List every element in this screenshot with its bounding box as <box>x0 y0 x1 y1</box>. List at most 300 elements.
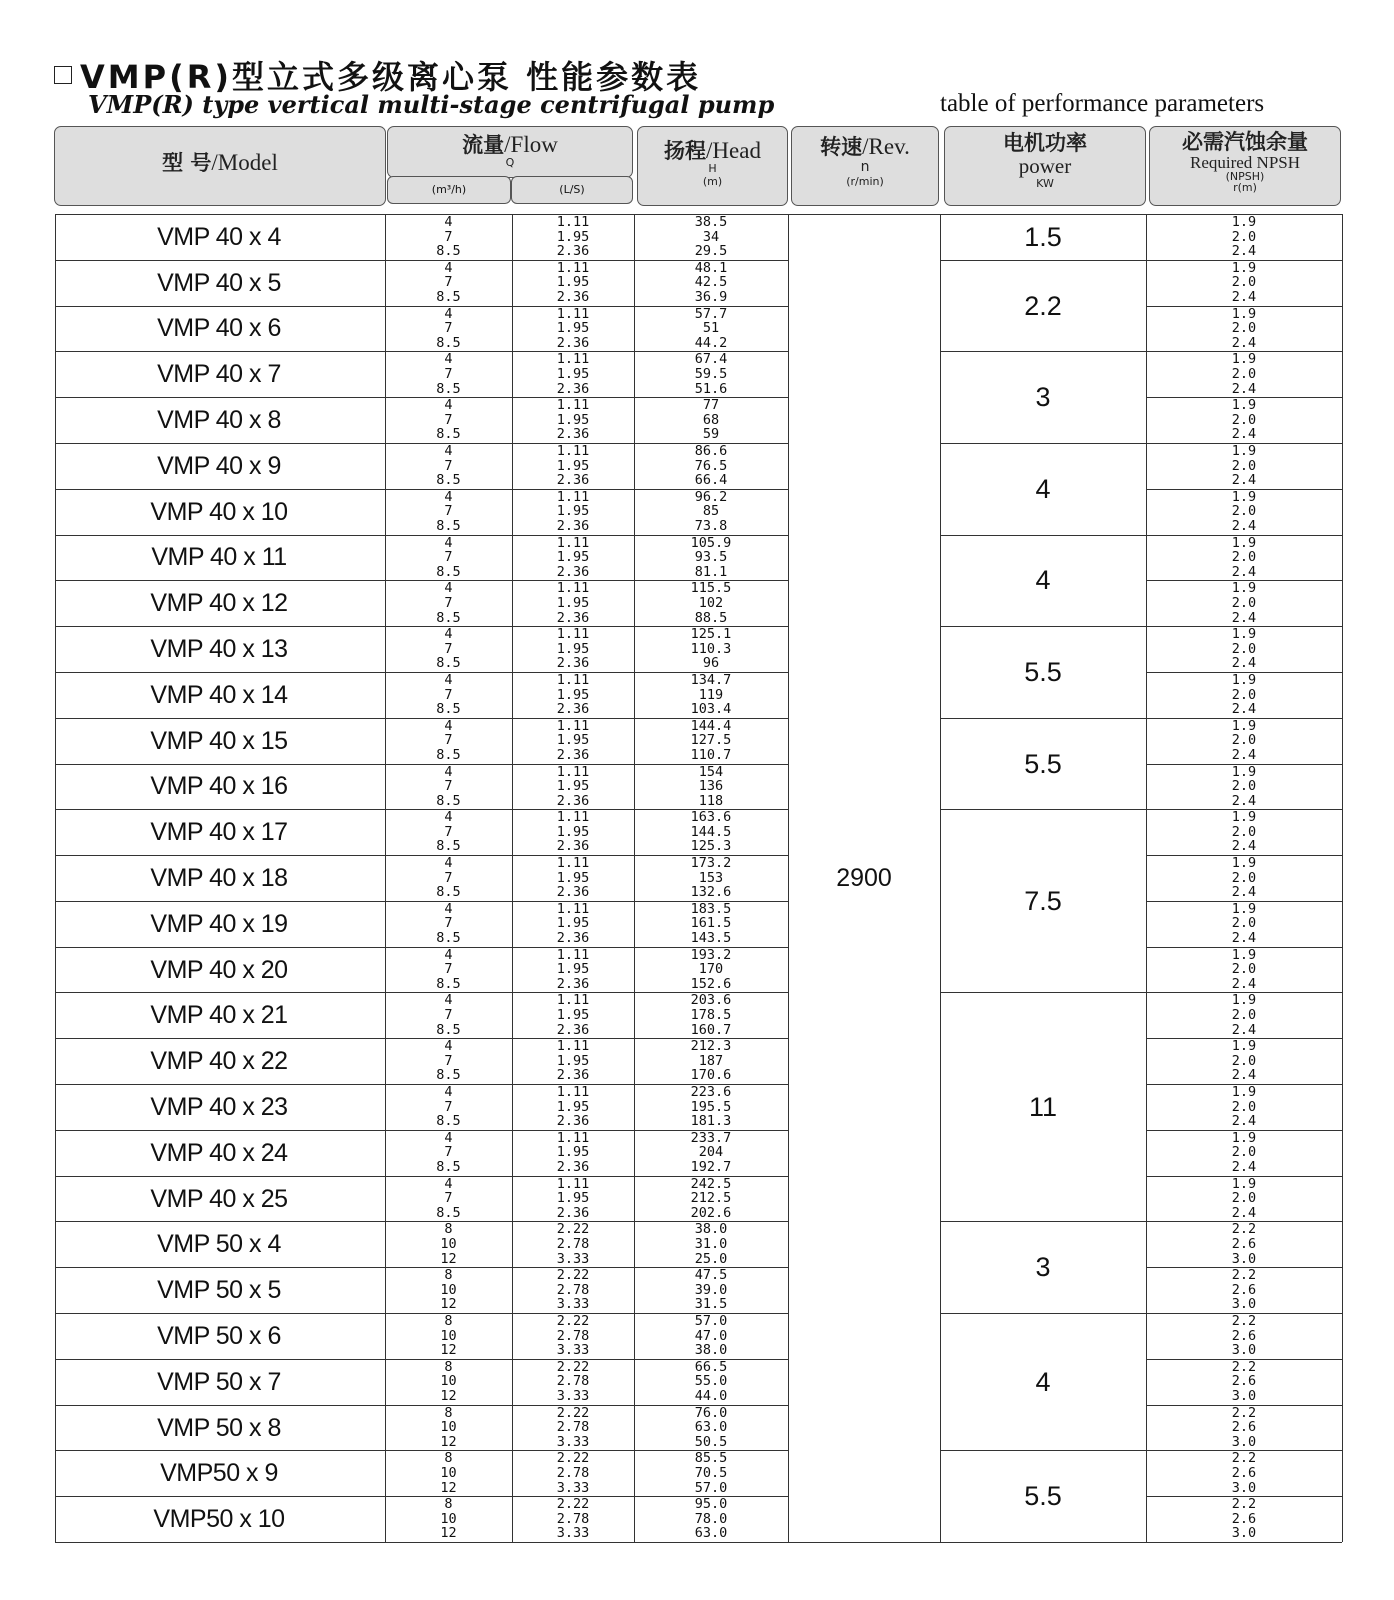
npsh-cell-value: 2.4 <box>1231 838 1257 855</box>
flow-ls-cell-value: 1.95 <box>556 411 590 428</box>
flow-ls-cell-value: 1.11 <box>556 809 590 826</box>
npsh-cell-value: 2.6 <box>1231 1510 1257 1527</box>
flow-m3h-cell-value: 4 <box>444 442 453 459</box>
flow-ls-cell-value: 1.11 <box>556 626 590 643</box>
npsh-cell <box>1146 993 1342 1038</box>
head-cell-value: 57.7 <box>694 305 728 322</box>
header-flow-unit-m3h: (m³/h) <box>387 176 511 204</box>
head-cell-value: 31.0 <box>694 1236 728 1253</box>
head-cell-value: 57.0 <box>694 1479 728 1496</box>
flow-m3h-cell-value: 7 <box>444 732 453 749</box>
flow-m3h-cell-value: 7 <box>444 228 453 245</box>
head-cell-value: 95.0 <box>694 1496 728 1513</box>
flow-m3h-cell-value: 4 <box>444 671 453 688</box>
head-cell-value: 160.7 <box>690 1021 732 1038</box>
head-cell-value: 63.0 <box>694 1525 728 1542</box>
head-cell-value: 31.5 <box>694 1296 728 1313</box>
flow-m3h-cell <box>385 1314 512 1359</box>
head-cell-value: 170.6 <box>690 1067 732 1084</box>
flow-ls-cell <box>512 627 634 672</box>
table-border-bottom <box>55 1542 1342 1543</box>
flow-m3h-cell-value: 10 <box>440 1373 457 1390</box>
flow-ls-cell <box>512 536 634 581</box>
head-cell-value: 63.0 <box>694 1419 728 1436</box>
npsh-cell <box>1146 1085 1342 1130</box>
flow-ls-cell <box>512 948 634 993</box>
npsh-cell-value: 1.9 <box>1231 488 1257 505</box>
head-cell-value: 115.5 <box>690 580 732 597</box>
npsh-cell-value: 1.9 <box>1231 671 1257 688</box>
npsh-cell-value: 2.0 <box>1231 732 1257 749</box>
npsh-cell-value: 2.0 <box>1231 457 1257 474</box>
npsh-cell <box>1146 1039 1342 1084</box>
flow-ls-cell-value: 1.95 <box>556 503 590 520</box>
flow-m3h-cell-value: 12 <box>440 1525 457 1542</box>
npsh-cell <box>1146 1177 1342 1222</box>
head-cell-value: 242.5 <box>690 1175 732 1192</box>
flow-ls-cell-value: 2.22 <box>556 1404 590 1421</box>
flow-m3h-cell-value: 4 <box>444 351 453 368</box>
flow-m3h-cell-value: 8.5 <box>436 1204 461 1221</box>
flow-m3h-cell-value: 8.5 <box>436 1113 461 1130</box>
npsh-cell-value: 2.4 <box>1231 975 1257 992</box>
header-head: 扬程/Head H (m) <box>637 126 788 206</box>
flow-ls-cell-value: 1.95 <box>556 594 590 611</box>
npsh-cell-value: 1.9 <box>1231 442 1257 459</box>
flow-m3h-cell <box>385 1131 512 1176</box>
npsh-cell-value: 2.0 <box>1231 686 1257 703</box>
flow-m3h-cell-value: 7 <box>444 365 453 382</box>
flow-m3h-cell-value: 8.5 <box>436 1067 461 1084</box>
flow-ls-cell-value: 2.78 <box>556 1236 590 1253</box>
head-cell <box>634 902 788 947</box>
flow-ls-cell <box>512 810 634 855</box>
flow-m3h-cell-value: 4 <box>444 488 453 505</box>
flow-m3h-cell-value: 4 <box>444 855 453 872</box>
flow-ls-cell <box>512 902 634 947</box>
flow-ls-cell <box>512 719 634 764</box>
head-cell-value: 76.0 <box>694 1404 728 1421</box>
flow-m3h-cell <box>385 1497 512 1542</box>
flow-m3h-cell-value: 7 <box>444 274 453 291</box>
npsh-cell-value: 1.9 <box>1231 717 1257 734</box>
flow-m3h-cell-value: 7 <box>444 915 453 932</box>
flow-m3h-cell <box>385 1085 512 1130</box>
power-group-divider <box>940 809 1146 810</box>
power-group-divider <box>940 351 1146 352</box>
flow-ls-cell-value: 2.36 <box>556 1204 590 1221</box>
power-value: 4 <box>1035 473 1051 504</box>
head-cell-value: 47.5 <box>694 1267 728 1284</box>
flow-m3h-cell <box>385 215 512 260</box>
flow-m3h-cell <box>385 627 512 672</box>
flow-ls-cell <box>512 1314 634 1359</box>
npsh-cell <box>1146 398 1342 443</box>
flow-ls-cell-value: 1.95 <box>556 869 590 886</box>
flow-m3h-cell <box>385 902 512 947</box>
flow-ls-cell <box>512 1268 634 1313</box>
npsh-cell-value: 2.2 <box>1231 1404 1257 1421</box>
flow-m3h-cell-value: 12 <box>440 1479 457 1496</box>
head-cell <box>634 581 788 626</box>
flow-ls-cell-value: 2.22 <box>556 1267 590 1284</box>
flow-m3h-cell-value: 8.5 <box>436 792 461 809</box>
npsh-cell-value: 2.4 <box>1231 1159 1257 1176</box>
npsh-cell <box>1146 627 1342 672</box>
npsh-cell-value: 1.9 <box>1231 214 1257 230</box>
header-npsh: 必需汽蚀余量 Required NPSH (NPSH) r(m) <box>1149 126 1341 206</box>
flow-ls-cell-value: 1.11 <box>556 900 590 917</box>
flow-ls-cell-value: 2.22 <box>556 1450 590 1467</box>
npsh-cell-value: 2.2 <box>1231 1221 1257 1238</box>
npsh-cell-value: 2.2 <box>1231 1450 1257 1467</box>
npsh-cell-value: 1.9 <box>1231 397 1257 414</box>
head-cell-value: 57.0 <box>694 1313 728 1330</box>
flow-m3h-cell <box>385 490 512 535</box>
head-cell-value: 55.0 <box>694 1373 728 1390</box>
flow-ls-cell <box>512 215 634 260</box>
head-cell-value: 85.5 <box>694 1450 728 1467</box>
flow-m3h-cell-value: 8.5 <box>436 701 461 718</box>
flow-ls-cell-value: 2.22 <box>556 1496 590 1513</box>
npsh-cell <box>1146 581 1342 626</box>
head-cell-value: 125.1 <box>690 626 732 643</box>
flow-m3h-cell <box>385 1451 512 1496</box>
npsh-cell-value: 2.0 <box>1231 869 1257 886</box>
flow-m3h-cell-value: 8.5 <box>436 655 461 672</box>
flow-m3h-cell <box>385 1177 512 1222</box>
head-cell-value: 132.6 <box>690 884 732 901</box>
flow-m3h-cell <box>385 856 512 901</box>
npsh-cell-value: 3.0 <box>1231 1296 1257 1313</box>
flow-m3h-cell-value: 7 <box>444 1144 453 1161</box>
npsh-cell <box>1146 215 1342 260</box>
npsh-cell-value: 2.4 <box>1231 1067 1257 1084</box>
flow-m3h-cell-value: 10 <box>440 1327 457 1344</box>
flow-m3h-cell-value: 8 <box>444 1404 453 1421</box>
flow-m3h-cell-value: 12 <box>440 1433 457 1450</box>
model-name: VMP 40 x 14 <box>150 680 288 709</box>
power-value: 11 <box>1028 1091 1058 1122</box>
flow-m3h-cell-value: 4 <box>444 626 453 643</box>
flow-ls-cell-value: 2.22 <box>556 1221 590 1238</box>
flow-ls-cell-value: 2.36 <box>556 838 590 855</box>
flow-m3h-cell-value: 8.5 <box>436 746 461 763</box>
head-cell <box>634 856 788 901</box>
flow-m3h-cell-value: 4 <box>444 580 453 597</box>
flow-m3h-cell-value: 8.5 <box>436 975 461 992</box>
head-cell-value: 88.5 <box>694 609 728 626</box>
head-cell-value: 193.2 <box>690 946 732 963</box>
flow-m3h-cell-value: 8 <box>444 1496 453 1513</box>
flow-ls-cell <box>512 261 634 306</box>
head-cell-value: 81.1 <box>694 563 728 580</box>
flow-m3h-cell-value: 4 <box>444 305 453 322</box>
flow-ls-cell <box>512 856 634 901</box>
flow-m3h-cell-value: 7 <box>444 503 453 520</box>
head-cell <box>634 1497 788 1542</box>
head-cell-value: 183.5 <box>690 900 732 917</box>
power-group-divider <box>940 1313 1146 1314</box>
model-name: VMP 50 x 7 <box>157 1367 281 1396</box>
npsh-cell-value: 2.4 <box>1231 1204 1257 1221</box>
head-cell-value: 86.6 <box>694 442 728 459</box>
flow-m3h-cell-value: 8.5 <box>436 1159 461 1176</box>
flow-ls-cell <box>512 1451 634 1496</box>
flow-m3h-cell-value: 7 <box>444 320 453 337</box>
flow-m3h-cell <box>385 444 512 489</box>
npsh-cell-value: 1.9 <box>1231 992 1257 1009</box>
head-cell-value: 144.4 <box>690 717 732 734</box>
npsh-cell-value: 2.0 <box>1231 320 1257 337</box>
flow-ls-cell-value: 2.36 <box>556 930 590 947</box>
flow-ls-cell-value: 1.95 <box>556 549 590 566</box>
flow-ls-cell <box>512 1406 634 1451</box>
head-cell-value: 143.5 <box>690 930 732 947</box>
npsh-cell-value: 1.9 <box>1231 1084 1257 1101</box>
npsh-cell-value: 1.9 <box>1231 763 1257 780</box>
flow-m3h-cell <box>385 719 512 764</box>
flow-ls-cell-value: 3.33 <box>556 1296 590 1313</box>
npsh-cell-value: 2.0 <box>1231 915 1257 932</box>
head-cell-value: 103.4 <box>690 701 732 718</box>
npsh-cell-value: 1.9 <box>1231 351 1257 368</box>
npsh-cell <box>1146 444 1342 489</box>
npsh-cell-value: 1.9 <box>1231 946 1257 963</box>
flow-m3h-cell-value: 4 <box>444 763 453 780</box>
flow-m3h-cell <box>385 1222 512 1267</box>
model-name: VMP 40 x 5 <box>157 268 281 297</box>
npsh-cell <box>1146 902 1342 947</box>
npsh-cell-value: 2.0 <box>1231 778 1257 795</box>
npsh-cell-value: 2.4 <box>1231 243 1257 260</box>
head-cell-value: 187 <box>698 1052 724 1069</box>
head-cell <box>634 673 788 718</box>
flow-ls-cell-value: 2.36 <box>556 1159 590 1176</box>
flow-m3h-cell-value: 7 <box>444 1098 453 1115</box>
head-cell-value: 102 <box>698 594 724 611</box>
head-cell <box>634 1268 788 1313</box>
flow-m3h-cell-value: 8 <box>444 1313 453 1330</box>
flow-ls-cell-value: 1.11 <box>556 717 590 734</box>
npsh-cell <box>1146 1268 1342 1313</box>
flow-m3h-cell <box>385 1360 512 1405</box>
flow-ls-cell <box>512 1222 634 1267</box>
head-cell-value: 181.3 <box>690 1113 732 1130</box>
flow-m3h-cell <box>385 536 512 581</box>
power-group-divider <box>940 626 1146 627</box>
model-name: VMP 40 x 19 <box>150 909 288 938</box>
flow-ls-cell <box>512 352 634 397</box>
npsh-cell-value: 2.4 <box>1231 1113 1257 1130</box>
npsh-cell-value: 1.9 <box>1231 305 1257 322</box>
npsh-cell-value: 2.4 <box>1231 334 1257 351</box>
npsh-cell-value: 2.0 <box>1231 961 1257 978</box>
flow-m3h-cell-value: 12 <box>440 1342 457 1359</box>
flow-m3h-cell <box>385 1406 512 1451</box>
head-cell-value: 42.5 <box>694 274 728 291</box>
flow-m3h-cell-value: 4 <box>444 259 453 276</box>
flow-ls-cell-value: 2.36 <box>556 243 590 260</box>
npsh-cell-value: 2.0 <box>1231 228 1257 245</box>
flow-ls-cell-value: 1.11 <box>556 488 590 505</box>
power-value: 5.5 <box>1024 748 1062 779</box>
npsh-cell-value: 2.0 <box>1231 274 1257 291</box>
npsh-cell <box>1146 1131 1342 1176</box>
npsh-cell <box>1146 1360 1342 1405</box>
flow-m3h-cell-value: 8.5 <box>436 334 461 351</box>
header-model: 型 号/Model <box>54 126 386 206</box>
head-cell-value: 67.4 <box>694 351 728 368</box>
flow-ls-cell-value: 2.22 <box>556 1358 590 1375</box>
head-cell <box>634 1177 788 1222</box>
power-value: 7.5 <box>1024 885 1062 916</box>
npsh-cell-value: 1.9 <box>1231 259 1257 276</box>
flow-ls-cell-value: 1.11 <box>556 259 590 276</box>
flow-ls-cell-value: 1.11 <box>556 534 590 551</box>
flow-ls-cell-value: 3.33 <box>556 1433 590 1450</box>
npsh-cell-value: 2.4 <box>1231 1021 1257 1038</box>
head-cell-value: 66.5 <box>694 1358 728 1375</box>
power-value: 3 <box>1035 1252 1051 1283</box>
npsh-cell <box>1146 856 1342 901</box>
power-group-divider <box>940 260 1146 261</box>
npsh-cell-value: 2.0 <box>1231 1190 1257 1207</box>
npsh-cell-value: 2.2 <box>1231 1358 1257 1375</box>
flow-m3h-cell <box>385 307 512 352</box>
npsh-cell-value: 2.2 <box>1231 1313 1257 1330</box>
flow-ls-cell-value: 1.95 <box>556 915 590 932</box>
flow-ls-cell-value: 1.95 <box>556 823 590 840</box>
flow-ls-cell <box>512 581 634 626</box>
flow-ls-cell-value: 2.78 <box>556 1373 590 1390</box>
flow-m3h-cell-value: 8 <box>444 1358 453 1375</box>
head-cell-value: 173.2 <box>690 855 732 872</box>
head-cell-value: 152.6 <box>690 975 732 992</box>
model-name: VMP50 x 9 <box>160 1459 278 1488</box>
power-value: 5.5 <box>1024 1481 1062 1512</box>
flow-m3h-cell-value: 7 <box>444 686 453 703</box>
table-border-right <box>1342 214 1343 1542</box>
head-cell-value: 59.5 <box>694 365 728 382</box>
npsh-cell-value: 2.0 <box>1231 503 1257 520</box>
header-power: 电机功率 power KW <box>944 126 1146 206</box>
npsh-cell-value: 2.0 <box>1231 1007 1257 1024</box>
head-cell <box>634 1360 788 1405</box>
flow-ls-cell <box>512 490 634 535</box>
flow-ls-cell-value: 1.95 <box>556 228 590 245</box>
flow-m3h-cell-value: 7 <box>444 823 453 840</box>
flow-ls-cell-value: 1.95 <box>556 274 590 291</box>
header-flow-unit-ls: (L/S) <box>511 176 633 204</box>
head-cell-value: 118 <box>698 792 724 809</box>
flow-ls-cell-value: 1.95 <box>556 457 590 474</box>
npsh-cell <box>1146 719 1342 764</box>
npsh-cell-value: 1.9 <box>1231 900 1257 917</box>
header-rev: 转速/Rev. n (r/min) <box>791 126 939 206</box>
page-title-cn: VMP(R)型立式多级离心泵 性能参数表 <box>54 52 701 98</box>
head-cell-value: 68 <box>702 411 720 428</box>
flow-m3h-cell-value: 12 <box>440 1296 457 1313</box>
power-group-divider <box>940 535 1146 536</box>
flow-ls-cell-value: 2.36 <box>556 1067 590 1084</box>
npsh-cell-value: 3.0 <box>1231 1342 1257 1359</box>
head-cell-value: 119 <box>698 686 724 703</box>
head-cell-value: 153 <box>698 869 724 886</box>
head-cell-value: 178.5 <box>690 1007 732 1024</box>
head-cell-value: 76.5 <box>694 457 728 474</box>
head-cell-value: 105.9 <box>690 534 732 551</box>
flow-ls-cell-value: 2.36 <box>556 609 590 626</box>
npsh-cell <box>1146 307 1342 352</box>
model-name: VMP50 x 10 <box>153 1505 285 1534</box>
flow-ls-cell-value: 2.36 <box>556 655 590 672</box>
head-cell <box>634 307 788 352</box>
head-cell <box>634 765 788 810</box>
flow-m3h-cell-value: 4 <box>444 1175 453 1192</box>
head-cell <box>634 398 788 443</box>
flow-m3h-cell-value: 8.5 <box>436 563 461 580</box>
flow-m3h-cell-value: 4 <box>444 992 453 1009</box>
flow-m3h-cell-value: 4 <box>444 534 453 551</box>
flow-ls-cell <box>512 398 634 443</box>
flow-m3h-cell-value: 8.5 <box>436 380 461 397</box>
head-cell-value: 233.7 <box>690 1129 732 1146</box>
flow-ls-cell <box>512 307 634 352</box>
flow-m3h-cell-value: 7 <box>444 961 453 978</box>
flow-m3h-cell <box>385 810 512 855</box>
head-cell-value: 36.9 <box>694 288 728 305</box>
head-cell <box>634 352 788 397</box>
flow-ls-cell-value: 1.95 <box>556 365 590 382</box>
model-name: VMP 40 x 8 <box>157 406 281 435</box>
flow-ls-cell-value: 3.33 <box>556 1342 590 1359</box>
model-name: VMP 40 x 11 <box>151 543 287 572</box>
npsh-cell-value: 3.0 <box>1231 1388 1257 1404</box>
flow-m3h-cell-value: 4 <box>444 1084 453 1101</box>
flow-m3h-cell-value: 10 <box>440 1281 457 1298</box>
flow-ls-cell-value: 2.36 <box>556 563 590 580</box>
head-cell-value: 85 <box>702 503 720 520</box>
npsh-cell-value: 1.9 <box>1231 626 1257 643</box>
npsh-cell-value: 2.4 <box>1231 426 1257 443</box>
flow-m3h-cell-value: 12 <box>440 1250 457 1267</box>
flow-m3h-cell <box>385 1039 512 1084</box>
flow-m3h-cell-value: 10 <box>440 1419 457 1436</box>
flow-m3h-cell-value: 8.5 <box>436 426 461 443</box>
flow-ls-cell-value: 2.36 <box>556 975 590 992</box>
flow-ls-cell <box>512 1360 634 1405</box>
npsh-cell-value: 3.0 <box>1231 1525 1257 1542</box>
npsh-cell-value: 2.6 <box>1231 1465 1257 1481</box>
flow-m3h-cell-value: 4 <box>444 717 453 734</box>
npsh-cell-value: 2.4 <box>1231 884 1257 901</box>
flow-m3h-cell-value: 4 <box>444 214 453 230</box>
head-cell-value: 44.0 <box>694 1388 728 1404</box>
flow-ls-cell-value: 2.36 <box>556 1021 590 1038</box>
npsh-cell-value: 2.2 <box>1231 1267 1257 1284</box>
npsh-cell-value: 2.2 <box>1231 1496 1257 1513</box>
flow-m3h-cell <box>385 765 512 810</box>
npsh-cell-value: 2.0 <box>1231 549 1257 566</box>
head-cell-value: 38.0 <box>694 1221 728 1238</box>
head-cell-value: 38.5 <box>694 214 728 230</box>
head-cell <box>634 993 788 1038</box>
flow-m3h-cell-value: 12 <box>440 1388 457 1404</box>
header-flow: 流量/Flow Q <box>387 126 633 178</box>
head-cell-value: 66.4 <box>694 472 728 489</box>
flow-ls-cell <box>512 1497 634 1542</box>
